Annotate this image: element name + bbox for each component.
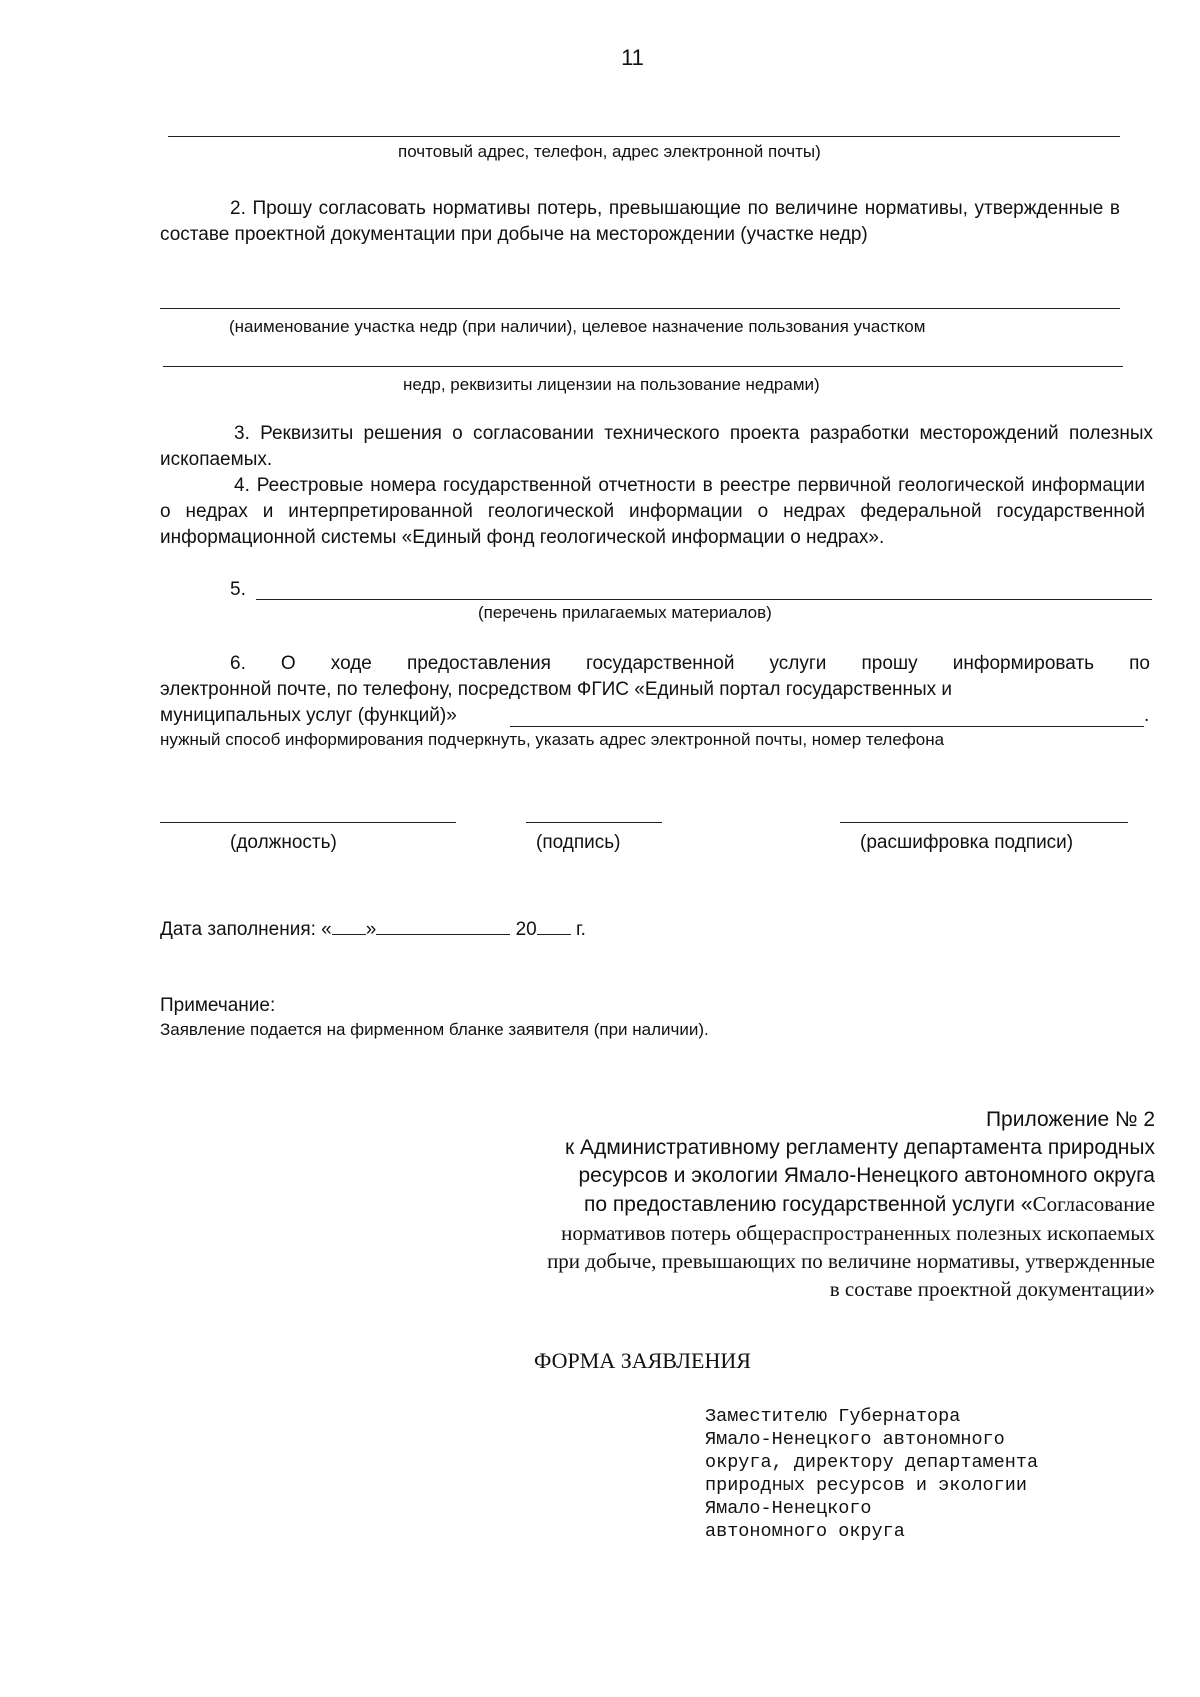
item-2-text: 2. Прошу согласовать нормативы потерь, превышающие по величине нормативы, утвержденные в составе проектной документации при добыче на месторождении (участке недр)	[160, 198, 1120, 245]
date-row	[160, 916, 586, 943]
item-6-line-3: муниципальных услуг (функций)»	[160, 705, 457, 726]
decoding-label: (расшифровка подписи)	[860, 832, 1074, 853]
item-6-end: .	[1144, 705, 1150, 726]
contact-line[interactable]	[510, 726, 1144, 727]
caption-materials: (перечень прилагаемых материалов)	[478, 603, 772, 622]
signature-line[interactable]	[526, 822, 662, 823]
item-3-text: 3. Реквизиты решения о согласовании технического проекта разработки месторождений полезных ископаемых.	[160, 423, 1153, 470]
addressee-line: автономного округа	[705, 1521, 905, 1542]
signature-label: (подпись)	[536, 832, 621, 853]
position-line[interactable]	[160, 822, 456, 823]
materials-line[interactable]	[256, 599, 1152, 600]
item-6-note: нужный способ информирования подчеркнуть, указать адрес электронной почты, номер телефона	[160, 730, 945, 749]
date-year-prefix: 20	[515, 919, 537, 940]
appendix-line-1: Приложение № 2	[985, 1108, 1155, 1131]
date-year-field[interactable]	[537, 916, 571, 935]
caption-address: почтовый адрес, телефон, адрес электронной почты)	[398, 142, 821, 161]
date-year-suffix: г.	[570, 919, 586, 940]
decoding-line[interactable]	[840, 822, 1128, 823]
subsoil-line-2[interactable]	[163, 366, 1123, 367]
addressee-line: Ямало-Ненецкого	[705, 1498, 872, 1519]
appendix-block	[395, 1106, 1155, 1303]
appendix-line-4-serif: Согласование	[1032, 1192, 1155, 1216]
appendix-line-3: ресурсов и экологии Ямало-Ненецкого автономного округа	[578, 1164, 1155, 1187]
addressee-line: природных ресурсов и экологии	[705, 1475, 1027, 1496]
item-4-text: 4. Реестровые номера государственной отчетности в реестре первичной геологической информации о недрах и интерпретированной геологической информации о недрах федеральной государственной информационной системы «Единый фонд геологической информации о недрах».	[160, 475, 1145, 548]
date-month-field[interactable]	[376, 916, 510, 935]
appendix-line-2: к Административному регламенту департамента природных	[565, 1136, 1155, 1159]
appendix-line-6: при добыче, превышающих по величине нормативы, утвержденные	[547, 1249, 1155, 1273]
addressee-line: Заместителю Губернатора	[705, 1406, 961, 1427]
addressee-block	[705, 1405, 1038, 1543]
item-6-line-1: 6. О ходе предоставления государственной услуги прошу информировать по	[230, 653, 1150, 674]
caption-subsoil-1: (наименование участка недр (при наличии), целевое назначение пользования участком	[229, 317, 926, 336]
item-5-label: 5.	[230, 579, 246, 600]
appendix-line-7: в составе проектной документации»	[829, 1277, 1155, 1301]
note-text: Заявление подается на фирменном бланке заявителя (при наличии).	[160, 1020, 709, 1039]
date-close-quote: »	[365, 919, 377, 940]
form-title: ФОРМА ЗАЯВЛЕНИЯ	[534, 1348, 751, 1373]
note-title: Примечание:	[160, 995, 276, 1016]
date-label: Дата заполнения: «	[160, 919, 332, 940]
appendix-line-4	[395, 1190, 1155, 1219]
item-6-line-2: электронной почте, по телефону, посредством ФГИС «Единый портал государственных и	[160, 679, 953, 700]
page-number: 11	[621, 45, 644, 70]
date-day-field[interactable]	[332, 916, 366, 935]
addressee-line: Ямало-Ненецкого автономного	[705, 1429, 1005, 1450]
address-line[interactable]	[168, 136, 1120, 137]
addressee-line: округа, директору департамента	[705, 1452, 1039, 1473]
position-label: (должность)	[230, 832, 337, 853]
appendix-line-4-sans: по предоставлению государственной услуги «	[584, 1193, 1033, 1216]
caption-subsoil-2: недр, реквизиты лицензии на пользование недрами)	[403, 375, 820, 394]
subsoil-line-1[interactable]	[160, 308, 1120, 309]
appendix-line-5: нормативов потерь общераспространенных полезных ископаемых	[561, 1221, 1155, 1245]
